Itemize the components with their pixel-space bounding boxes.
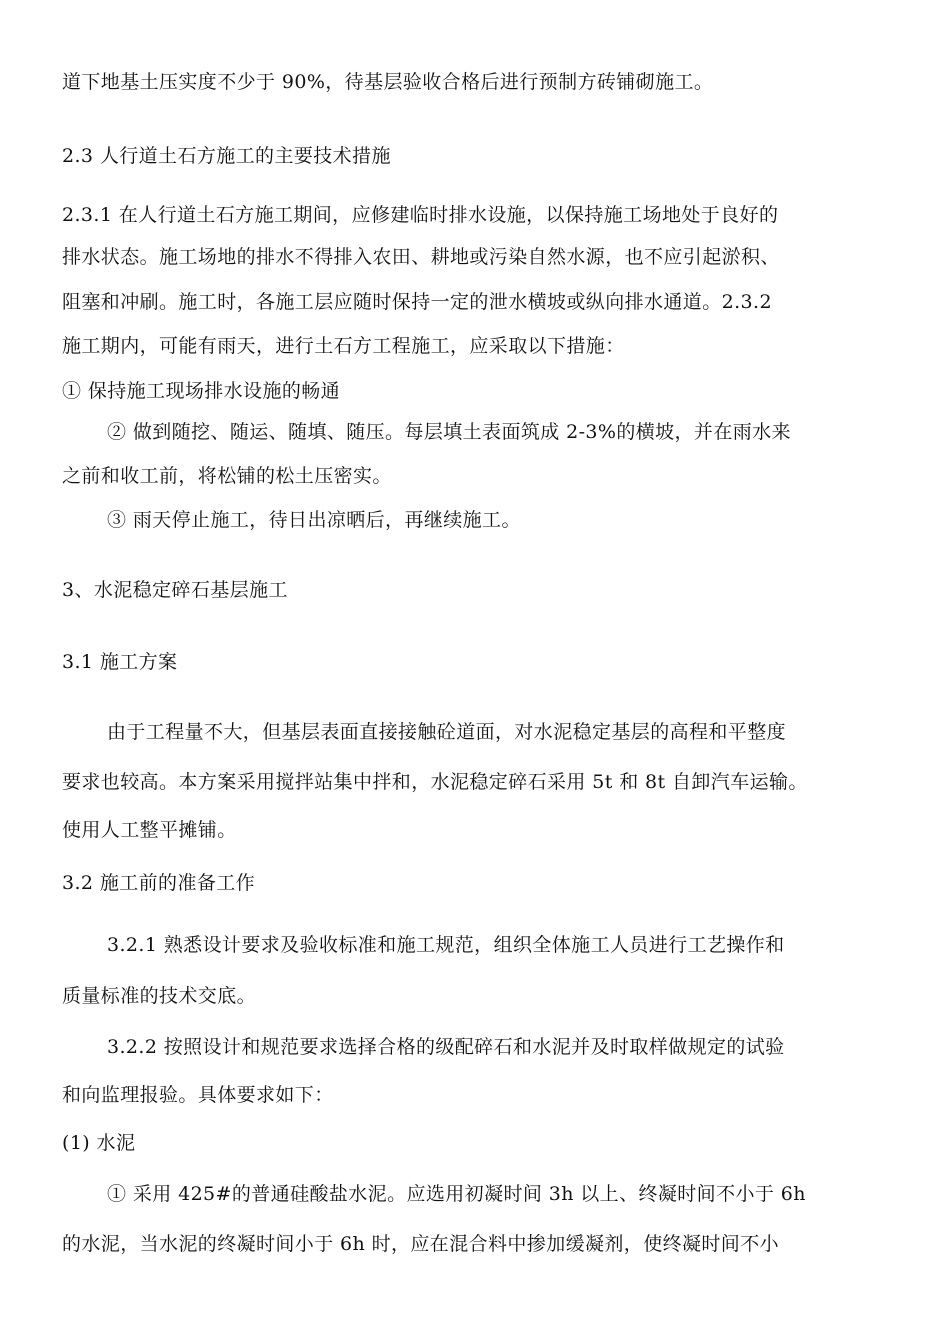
section-heading: 3、水泥稳定碎石基层施工	[62, 579, 288, 601]
text-line: 的水泥，当水泥的终凝时间小于 6h 时，应在混合料中掺加缓凝剂，使终凝时间不小	[62, 1233, 780, 1255]
text-line: 3.2.1 熟悉设计要求及验收标准和施工规范，组织全体施工人员进行工艺操作和	[107, 934, 785, 956]
list-item: ③ 雨天停止施工，待日出凉晒后，再继续施工。	[107, 509, 521, 531]
text-line: 要求也较高。本方案采用搅拌站集中拌和，水泥稳定碎石采用 5t 和 8t 自卸汽车运输。	[62, 771, 808, 793]
list-item: ① 采用 425#的普通硅酸盐水泥。应选用初凝时间 3h 以上、终凝时间不小于 6h	[107, 1183, 806, 1205]
text-line: 3.2.2 按照设计和规范要求选择合格的级配碎石和水泥并及时取样做规定的试验	[107, 1036, 785, 1058]
section-heading: 3.1 施工方案	[62, 651, 178, 673]
section-heading: 2.3 人行道土石方施工的主要技术措施	[62, 145, 391, 167]
text-line: 阻塞和冲刷。施工时，各施工层应随时保持一定的泄水横坡或纵向排水通道。2.3.2	[62, 291, 772, 313]
list-item: ① 保持施工现场排水设施的畅通	[62, 380, 341, 402]
text-line: 质量标准的技术交底。	[62, 985, 257, 1007]
text-line: 之前和收工前，将松铺的松土压密实。	[62, 465, 392, 487]
text-line: 和向监理报验。具体要求如下：	[62, 1084, 334, 1106]
text-line: 道下地基土压实度不少于 90%，待基层验收合格后进行预制方砖铺砌施工。	[62, 71, 714, 93]
list-item: ② 做到随挖、随运、随填、随压。每层填土表面筑成 2-3%的横坡，并在雨水来	[107, 421, 791, 443]
text-line: 由于工程量不大，但基层表面直接接触砼道面，对水泥稳定基层的高程和平整度	[107, 721, 787, 743]
text-line: 排水状态。施工场地的排水不得排入农田、耕地或污染自然水源，也不应引起淤积、	[62, 246, 780, 268]
section-heading: 3.2 施工前的准备工作	[62, 872, 256, 894]
text-line: 2.3.1 在人行道土石方施工期间，应修建临时排水设施，以保持施工场地处于良好的	[62, 204, 779, 226]
subsection-heading: (1) 水泥	[62, 1132, 136, 1154]
text-line: 施工期内，可能有雨天，进行土石方工程施工，应采取以下措施：	[62, 335, 625, 357]
text-line: 使用人工整平摊铺。	[62, 819, 237, 841]
